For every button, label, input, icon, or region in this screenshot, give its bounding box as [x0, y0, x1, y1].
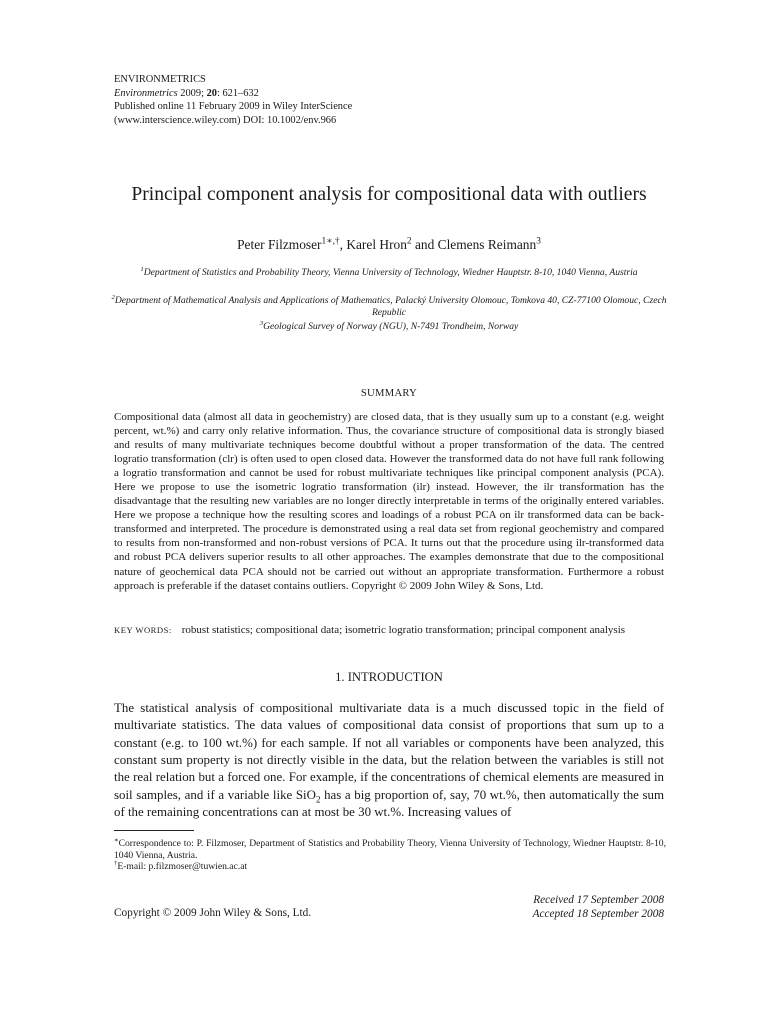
footnote-text: E-mail: p.filzmoser@tuwien.ac.at — [117, 861, 248, 873]
author-name: Peter Filzmoser — [237, 237, 322, 252]
footnote-text: Correspondence to: P. Filzmoser, Department of Statistics and Probability Theory, Vienna University of Technology, Wiedner Hauptstr. 8-10, 1040 Vienna, Austria. — [114, 838, 666, 861]
footnote-rule — [114, 830, 194, 831]
affiliation — [110, 321, 668, 333]
intro-subscript: 2 — [315, 794, 321, 805]
doi-line: (www.interscience.wiley.com) DOI: 10.1002/env.966 — [114, 114, 337, 126]
received-dates — [470, 893, 664, 921]
published-line: Published online 11 February 2009 in Wiley InterScience — [114, 101, 353, 112]
keywords-label: KEY WORDS: — [114, 625, 172, 635]
keywords — [114, 624, 674, 636]
citation-volume: 20 — [206, 87, 217, 99]
section-heading: 1. INTRODUCTION — [335, 670, 443, 684]
affiliation-text: Department of Mathematical Analysis and Applications of Mathematics, Palacký University Olomouc, Tomkova 40, CZ-77100 Olomouc, Czech Republic — [114, 295, 667, 318]
affiliation-number: 1 — [140, 265, 144, 273]
journal-name: ENVIRONMETRICS — [114, 74, 206, 85]
journal-citation — [114, 87, 352, 101]
affiliation-text: Geological Survey of Norway (NGU), N-7491 Trondheim, Norway — [263, 321, 519, 332]
affiliation — [110, 295, 668, 318]
journal-header — [114, 73, 352, 127]
affiliation-number: 3 — [259, 319, 264, 327]
author-separator: , — [339, 237, 347, 252]
correspondence-footnote — [114, 838, 666, 861]
summary-heading: SUMMARY — [360, 388, 418, 399]
paper-title: Principal component analysis for compositional data with outliers — [131, 184, 647, 205]
author-marks: 1∗,† — [321, 236, 340, 247]
citation-pages: : 621–632 — [216, 87, 259, 99]
intro-text: The statistical analysis of compositional multivariate data is a much discussed topic in the field of multivariate statistics. The data values of compositional data consist of proportions that sum up to a constant (e.g. to 100 wt.%) for each sample. If not all variables or components have been analyzed, this constant sum property is not directly visible in the data, but the relation between the variables is still not the real relation but a forced one. For example, if the concentrations of chemical elements are measured in soil samples, and if a variable like SiO — [114, 701, 664, 802]
citation-year: 2009; — [177, 87, 207, 99]
accepted-date: Accepted 18 September 2008 — [532, 908, 664, 920]
keywords-text: robust statistics; compositional data; isometric logratio transformation; principal component analysis — [181, 624, 626, 636]
author-name: Karel Hron — [346, 237, 407, 252]
affiliation-number: 2 — [111, 293, 115, 301]
email-footnote — [114, 861, 666, 873]
author-separator: and — [411, 237, 438, 252]
footnotes — [114, 838, 666, 873]
received-date: Received 17 September 2008 — [533, 894, 664, 906]
footnote-mark: † — [114, 860, 118, 868]
citation-journal: Environmetrics — [114, 87, 178, 99]
affiliation-text: Department of Statistics and Probability Theory, Vienna University of Technology, Wiedner Hauptstr. 8-10, 1040 Vienna, Austria — [143, 267, 638, 278]
author-marks: 2 — [406, 236, 412, 247]
copyright-notice: Copyright © 2009 John Wiley & Sons, Ltd. — [114, 907, 312, 919]
intro-text: has a big proportion of, say, 70 wt.%, then automatically the sum of the remaining concentrations can at most be 30 wt.%. Increasing values of — [114, 787, 664, 820]
footnote-mark: ∗ — [114, 836, 119, 844]
author-name: Clemens Reimann — [437, 237, 537, 252]
intro-paragraph — [114, 700, 664, 821]
affiliation — [110, 267, 668, 279]
abstract-text: Compositional data (almost all data in geochemistry) are closed data, that is they usually sum up to a constant (e.g. weight percent, wt.%) and carry only relative information. Thus, the covariance structure of compositional data is strongly biased and results of many multivariate techniques become doubtful without a proper transformation of the data. The centred logratio transformation (clr) is often used to open closed data. However the transformed data do not have full rank following a logratio transformation and cannot be used for robust multivariate techniques like principal component analysis (PCA). Here we propose to use the isometric logratio transformation (ilr) instead. However, the ilr transformation has the disadvantage that the resulting new variables are no longer directly interpretable in terms of the originally entered variables. Here we propose a technique how the resulting scores and loadings of a robust PCA on ilr transformed data can be back-transformed and interpreted. The procedure is demonstrated using a real data set from regional geochemistry and compared to results from non-transformed and non-robust versions of PCA. It turns out that the procedure using ilr-transformed data and robust PCA delivers superior results to all other approaches. The examples demonstrate that due to the compositional nature of geochemical data PCA should not be carried out without an appropriate transformation. Furthermore a robust approach is preferable if the dataset contains outliers. Copyright © 2009 John Wiley & Sons, Ltd. — [114, 411, 664, 592]
author-list — [60, 237, 718, 253]
author-marks: 3 — [536, 236, 541, 247]
